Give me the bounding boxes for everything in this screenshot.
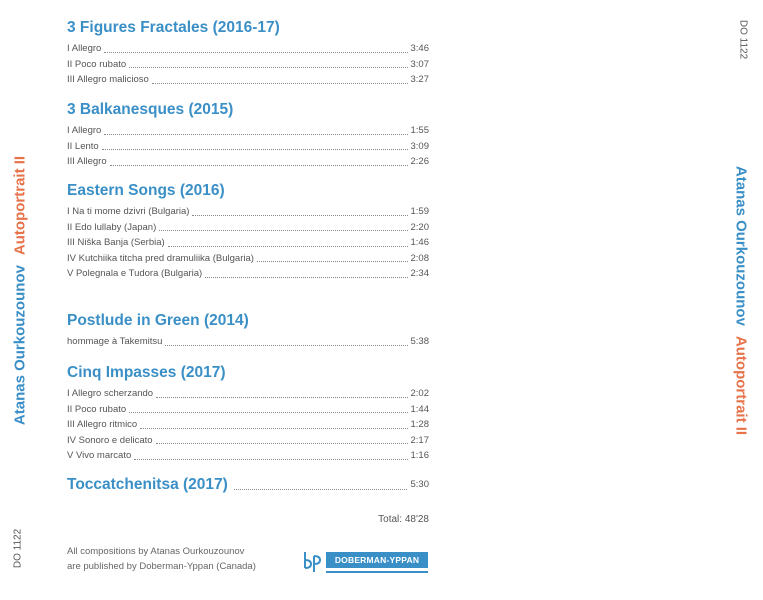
track-duration: 2:02	[410, 388, 429, 399]
work-title: Toccatchenitsa (2017)	[67, 476, 228, 493]
track-row	[67, 204, 429, 220]
leader-dots	[192, 215, 407, 216]
leader-dots	[205, 277, 407, 278]
work-title: Eastern Songs (2016)	[67, 182, 225, 199]
work-title: Cinq Impasses (2017)	[67, 364, 226, 381]
track-duration: 2:08	[410, 252, 429, 264]
track-row	[67, 220, 429, 236]
right-catalog-number: DO 1122	[737, 19, 749, 60]
track-duration: 1:59	[410, 206, 429, 217]
track-name: I Allegro	[67, 43, 102, 54]
track-row	[67, 154, 429, 170]
track-row	[67, 57, 429, 73]
spine-artist: Atanas Ourkouzounov	[732, 165, 750, 326]
track-name: II Poco rubato	[67, 58, 127, 70]
publisher-logo-text: DOBERMAN-YPPAN	[326, 552, 428, 568]
work-title: 3 Figures Fractales (2016-17)	[67, 19, 280, 36]
left-spine-title	[12, 76, 29, 506]
publisher-logo-mark-icon	[300, 548, 324, 576]
leader-dots	[156, 397, 407, 398]
track-duration: 2:34	[410, 268, 429, 279]
track-duration: 2:20	[410, 221, 429, 233]
track-row	[67, 41, 429, 57]
logo-underline	[326, 571, 428, 573]
left-spine	[0, 0, 40, 600]
track-row	[67, 266, 429, 282]
leader-dots	[129, 412, 407, 413]
work-title: Postlude in Green (2014)	[67, 312, 249, 329]
leader-dots	[156, 443, 408, 444]
credit-line: are published by Doberman-Yppan (Canada)	[67, 561, 256, 572]
track-name: III Allegro ritmico	[67, 419, 138, 430]
track-duration: 1:46	[410, 237, 429, 248]
leader-dots	[165, 345, 407, 346]
spine-artist: Atanas Ourkouzounov	[11, 265, 29, 426]
track-name: I Allegro scherzando	[67, 388, 154, 399]
track-name: I Allegro	[67, 125, 102, 136]
track-row	[67, 386, 429, 402]
leader-dots	[168, 246, 408, 247]
track-listing	[67, 18, 429, 498]
track-row	[67, 139, 429, 155]
track-duration: 2:26	[410, 156, 429, 167]
track-row	[67, 72, 429, 88]
track-duration: 3:07	[410, 58, 429, 70]
track-name: V Vivo marcato	[67, 450, 132, 461]
publisher-logo	[300, 548, 430, 578]
leader-dots	[102, 149, 408, 150]
leader-dots	[152, 83, 408, 84]
right-spine	[723, 0, 763, 600]
total-duration: Total: 48'28	[378, 514, 429, 525]
leader-dots	[159, 230, 407, 231]
track-name: III Allegro malicioso	[67, 74, 149, 85]
track-row	[67, 251, 429, 267]
publisher-credit	[67, 544, 307, 574]
work-toccatchenitsa	[67, 475, 429, 495]
track-name: II Lento	[67, 140, 99, 152]
leader-dots	[257, 261, 408, 262]
track-duration: 1:16	[410, 450, 429, 461]
spine-album: Autoportrait II	[11, 155, 29, 256]
track-row	[67, 123, 429, 139]
leader-dots	[104, 52, 407, 53]
track-duration: 1:28	[410, 419, 429, 430]
leader-dots	[129, 67, 407, 68]
track-row	[67, 235, 429, 251]
track-duration: 3:27	[410, 74, 429, 85]
track-row	[67, 334, 429, 350]
leader-dots	[110, 165, 408, 166]
work-balkanesques	[67, 100, 429, 181]
spine-album: Autoportrait II	[732, 335, 750, 436]
track-row	[67, 433, 429, 449]
track-duration: 2:17	[410, 434, 429, 446]
track-name: II Poco rubato	[67, 403, 127, 415]
track-duration: 5:38	[410, 336, 429, 347]
track-duration: 3:46	[410, 43, 429, 54]
work-title: 3 Balkanesques (2015)	[67, 101, 234, 118]
track-row	[67, 402, 429, 418]
track-row	[67, 448, 429, 464]
track-duration: 1:55	[410, 125, 429, 136]
left-catalog-number: DO 1122	[12, 528, 24, 569]
leader-dots	[104, 134, 407, 135]
work-title-row	[67, 475, 429, 495]
track-name: IV Sonoro e delicato	[67, 434, 153, 446]
work-cinq-impasses	[67, 363, 429, 475]
work-postlude-in-green	[67, 311, 429, 363]
right-spine-title	[733, 151, 750, 451]
leader-dots	[234, 489, 407, 490]
track-name: III Allegro	[67, 156, 107, 167]
track-row	[67, 417, 429, 433]
track-duration: 3:09	[410, 140, 429, 152]
track-duration: 1:44	[410, 403, 429, 415]
leader-dots	[134, 459, 407, 460]
work-eastern-songs	[67, 181, 429, 311]
leader-dots	[140, 428, 407, 429]
track-name: hommage à Takemitsu	[67, 336, 163, 347]
track-name: I Na ti mome dzivri (Bulgaria)	[67, 206, 190, 217]
work-figures-fractales	[67, 18, 429, 100]
track-name: IV Kutchiika titcha pred dramuliika (Bulgaria)	[67, 252, 254, 264]
credit-line: All compositions by Atanas Ourkouzounov	[67, 546, 245, 557]
track-duration: 5:30	[410, 479, 429, 490]
track-name: V Polegnala e Tudora (Bulgaria)	[67, 268, 203, 279]
track-name: III Niška Banja (Serbia)	[67, 237, 165, 248]
track-name: II Edo lullaby (Japan)	[67, 221, 157, 233]
